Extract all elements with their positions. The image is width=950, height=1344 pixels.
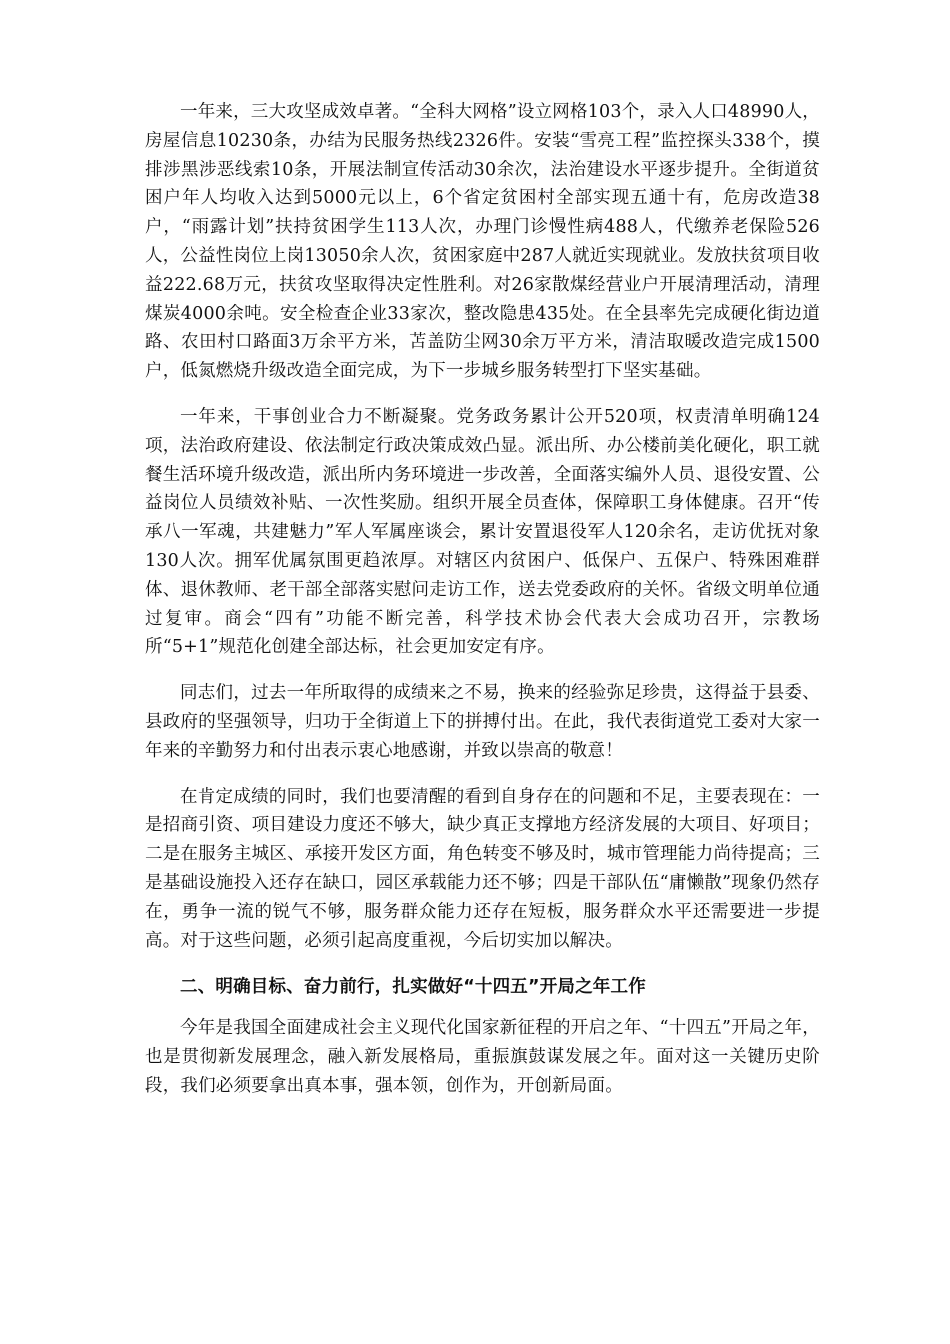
paragraph-cohesion: 一年来，干事创业合力不断凝聚。党务政务累计公开520项，权责清单明确124项，法治政府建设、依法制定行政决策成效凸显。派出所、办公楼前美化硬化，职工就餐生活环境升级改造，派出所内务环境进一步改善，全面落实编外人员、退役安置、公益岗位人员绩效补贴、一次性奖励。组织开展全员查体，保障职工身体健康。召开“传承八一军魂，共建魅力”军人军属座谈会，累计安置退役军人120余名，走访优抚对象130人次。拥军优属氛围更趋浓厚。对辖区内贫困户、低保户、五保户、特殊困难群体、退休教师、老干部全部落实慰问走访工作，送去党委政府的关怀。省级文明单位通过复审。商会“四有”功能不断完善，科学技术协会代表大会成功召开，宗教场所“5+1”规范化创建全部达标，社会更加安定有序。 [145, 406, 820, 658]
paragraph-achievements: 一年来，三大攻坚成效卓著。“全科大网格”设立网格103个，录入人口48990人，房屋信息10230条，办结为民服务热线2326件。安装“雪亮工程”监控探头338个，摸排涉黑涉恶线索10条，开展法制宣传活动30余次，法治建设水平逐步提升。全街道贫困户年人均收入达到5000元以上，6个省定贫困村全部实现五通十有，危房改造38户，“雨露计划”扶持贫困学生113人次，办理门诊慢性病488人，代缴养老保险526人，公益性岗位上岗13050余人次，贫困家庭中287人就近实现就业。发放扶贫项目收益222.68万元，扶贫攻坚取得决定性胜利。对26家散煤经营业户开展清理活动，清理煤炭4000余吨。安全检查企业33家次，整改隐患435处。在全县率先完成硬化街边道路、农田村口路面3万余平方米，苫盖防尘网30余万平方米，清洁取暖改造完成1500户，低氮燃烧升级改造全面完成，为下一步城乡服务转型打下坚实基础。 [145, 102, 820, 382]
section-heading: 二、明确目标、奋力前行，扎实做好“十四五”开局之年工作 [180, 977, 646, 998]
document-body [145, 98, 820, 1118]
paragraph-problems: 在肯定成绩的同时，我们也要清醒的看到自身存在的问题和不足，主要表现在：一是招商引资、项目建设力度还不够大，缺少真正支撑地方经济发展的大项目、好项目；二是在服务主城区、承接开发区方面，角色转变不够及时，城市管理能力尚待提高；三是基础设施投入还存在缺口，园区承载能力还不够；四是干部队伍“庸懒散”现象仍然存在，勇争一流的锐气不够，服务群众能力还存在短板，服务群众水平还需要进一步提高。对于这些问题，必须引起高度重视，今后切实加以解决。 [145, 786, 820, 951]
paragraph-new-year: 今年是我国全面建成社会主义现代化国家新征程的开启之年、“十四五”开局之年，也是贯彻新发展理念，融入新发展格局，重振旗鼓谋发展之年。面对这一关键历史阶段，我们必须要拿出真本事，强本领，创作为，开创新局面。 [145, 1018, 820, 1096]
paragraph-thanks: 同志们，过去一年所取得的成绩来之不易，换来的经验弥足珍贵，这得益于县委、县政府的坚强领导，归功于全街道上下的拼搏付出。在此，我代表街道党工委对大家一年来的辛勤努力和付出表示衷心地感谢，并致以崇高的敬意！ [145, 683, 820, 761]
